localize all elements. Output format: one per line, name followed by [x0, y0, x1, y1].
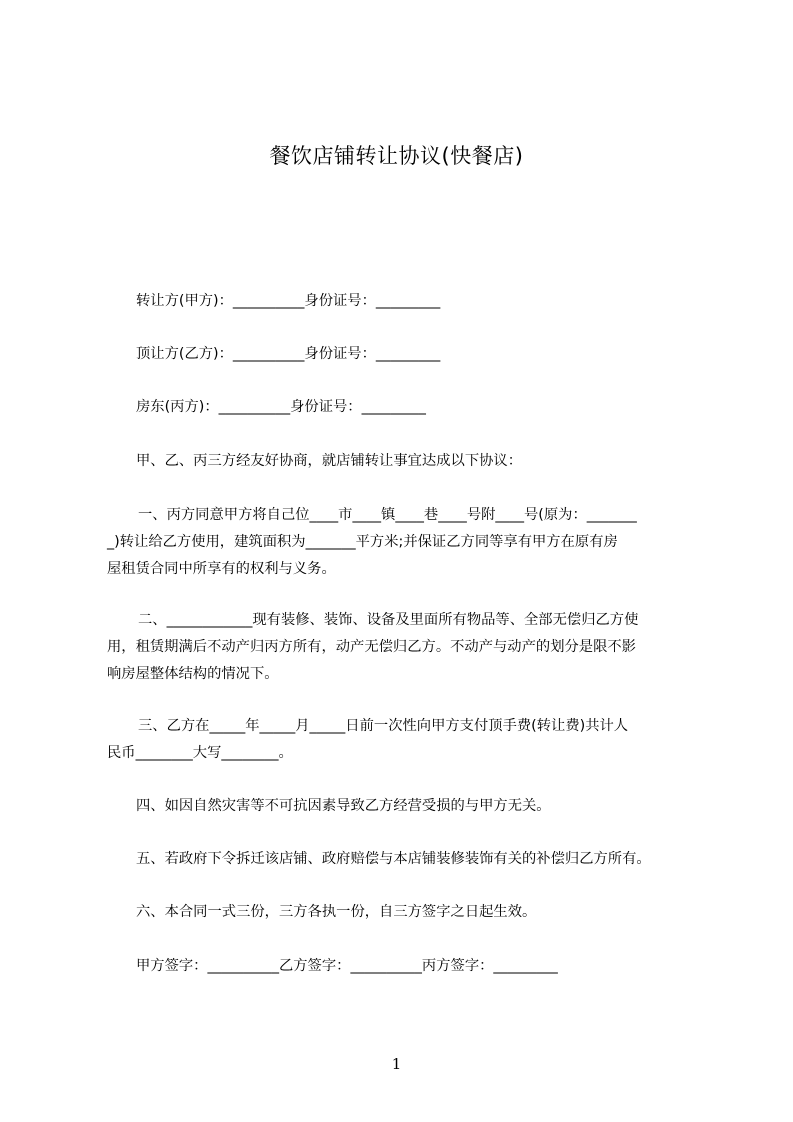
clause-4 — [107, 793, 734, 820]
party-b-text: 顶让方(乙方)：__________身份证号：_________ — [136, 346, 441, 362]
clause-4-text: 四、如因自然灾害等不可抗因素导致乙方经营受损的与甲方无关。 — [136, 798, 551, 814]
clause-2-line-3: 响房屋整体结构的情况下。 — [107, 666, 279, 682]
clause-3 — [107, 713, 705, 767]
clause-3-line-2: 民币________大写________。 — [107, 745, 293, 761]
intro-text: 甲、乙、丙三方经友好协商，就店铺转让事宜达成以下协议： — [136, 453, 523, 469]
party-c-text: 房东(丙方)：__________身份证号：_________ — [136, 399, 426, 415]
party-a-text: 转让方(甲方)：__________身份证号：_________ — [136, 293, 441, 309]
clause-3-line-1: 三、乙方在_____年_____月_____日前一次性向甲方支付顶手费(转让费)共计人 — [138, 718, 629, 734]
clause-1-line-1: 一、丙方同意甲方将自己位____市____镇____巷____号附____号(原为：_______ — [138, 507, 637, 523]
signature-line — [107, 953, 734, 980]
clause-1-line-2: _)转让给乙方使用，建筑面积为_______平方米;并保证乙方同等享有甲方在原有房 — [107, 534, 618, 550]
party-a-line — [107, 288, 734, 315]
clause-1 — [107, 502, 705, 583]
party-c-line — [107, 394, 734, 421]
clause-2-line-1: 二、____________现有装修、装饰、设备及里面所有物品等、全部无偿归乙方使 — [138, 612, 639, 628]
clause-6-text: 六、本合同一式三份，三方各执一份，自三方签字之日起生效。 — [136, 904, 537, 920]
document-title: 餐饮店铺转让协议(快餐店) — [269, 144, 524, 168]
clause-6 — [107, 899, 734, 926]
clause-1-line-3: 屋租赁合同中所享有的权利与义务。 — [107, 561, 336, 577]
clause-5-text: 五、若政府下令拆迁该店铺、政府赔偿与本店铺装修装饰有关的补偿归乙方所有。 — [136, 851, 651, 867]
clause-2-line-2: 用，租赁期满后不动产归丙方所有，动产无偿归乙方。不动产与动产的划分是限不影 — [107, 639, 636, 655]
page-number: 1 — [391, 1055, 402, 1073]
clause-5 — [107, 846, 734, 873]
signature-text: 甲方签字：__________乙方签字：__________丙方签字：_________ — [136, 958, 558, 974]
party-b-line — [107, 341, 734, 368]
intro-paragraph — [107, 448, 734, 475]
clause-2 — [107, 607, 705, 688]
